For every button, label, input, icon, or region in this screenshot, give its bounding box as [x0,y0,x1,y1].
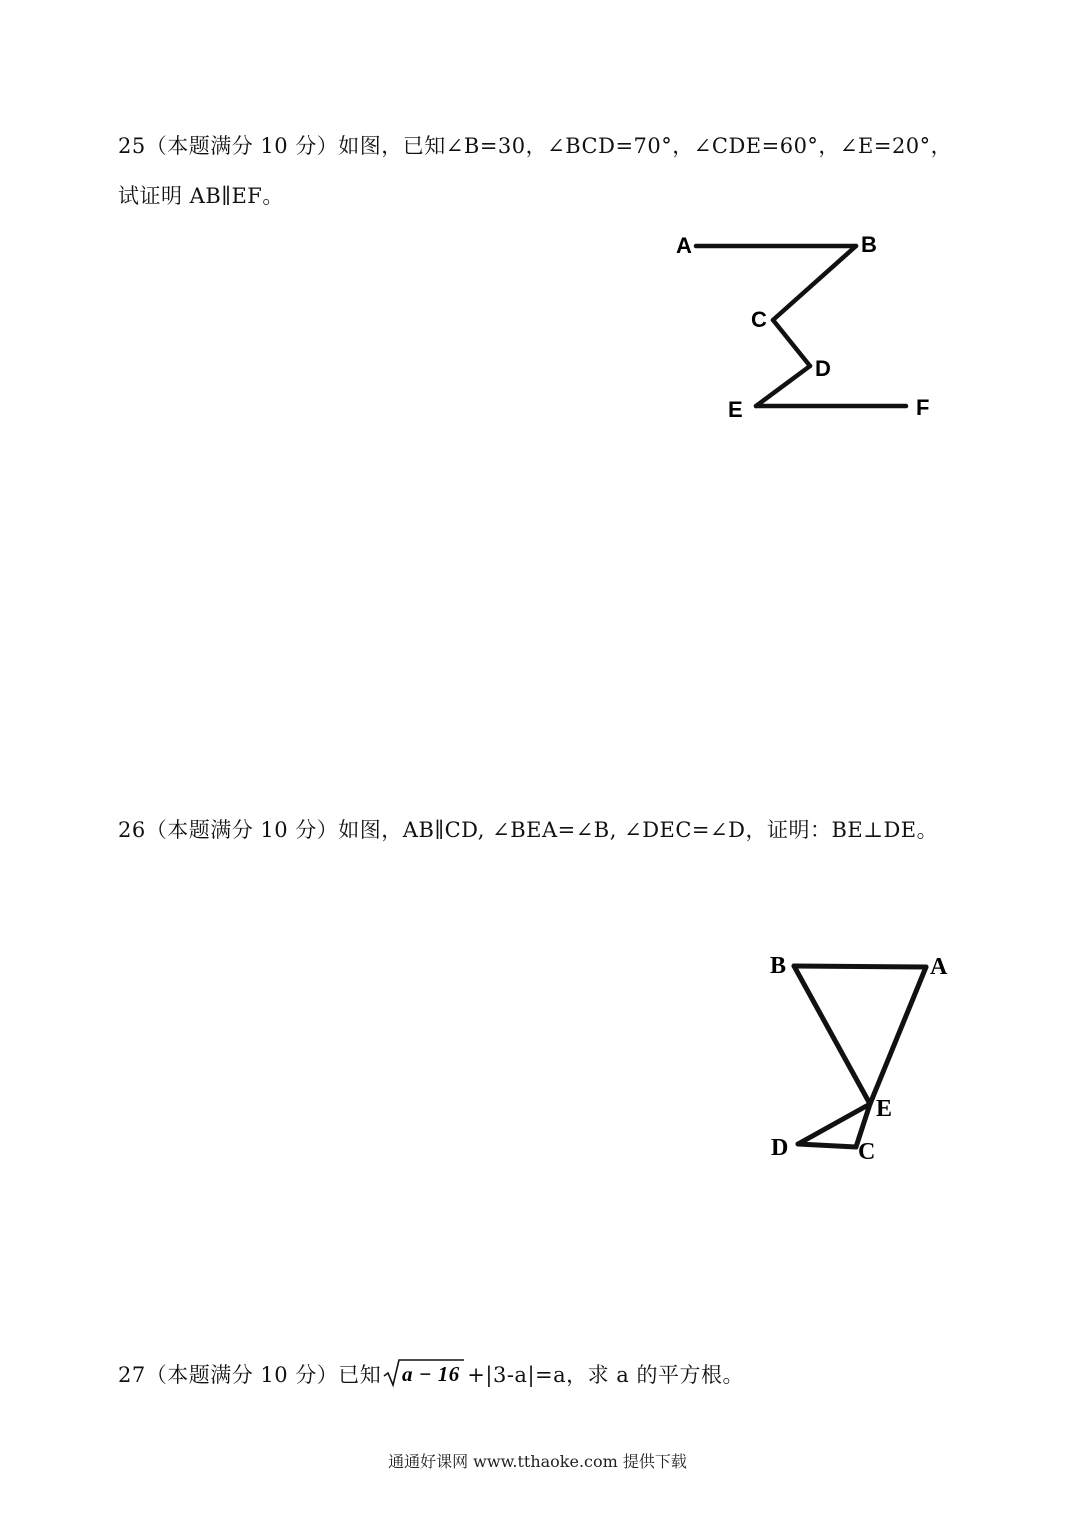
footer-source: 通通好课网 www.tthaoke.com 提供下载 [388,1452,687,1471]
q25-label-f: F [916,395,930,420]
q27-radicand: a − 16 [402,1362,461,1386]
q26-segment-ae [870,967,926,1104]
q25-label-e: E [728,397,743,422]
q25-segment-cd [773,320,810,366]
q26-label-b: B [770,953,787,979]
q26-figure [760,940,970,1170]
q27-text [118,1358,744,1389]
q25-label-c: C [751,307,767,332]
q27-radical [383,1358,465,1388]
q25-label-a: A [676,233,692,258]
q25-text-line2: 试证明 AB∥EF。 [118,184,284,208]
q26-text: 26（本题满分 10 分）如图，AB∥CD, ∠BEA=∠B, ∠DEC=∠D，证明：BE⊥DE。 [118,818,939,842]
q26-segment-ba [794,966,926,967]
q26-segment-be [794,966,870,1104]
q26-segment-dc [798,1144,856,1147]
q26-label-e: E [876,1096,893,1122]
q25-segment-bc [773,246,856,320]
q26-label-a: A [930,954,948,980]
q27-suffix: +|3-a|=a，求 a 的平方根。 [467,1363,745,1387]
q25-label-d: D [815,356,831,381]
q27-prefix: 27（本题满分 10 分）已知 [118,1363,382,1387]
q25-figure [660,220,960,430]
q26-label-c: C [858,1139,876,1165]
q25-label-b: B [861,232,877,257]
q25-text-line1: 25（本题满分 10 分）如图，已知∠B=30，∠BCD=70°，∠CDE=60°，∠E=20°， [118,134,953,158]
q26-label-d: D [771,1135,789,1161]
q25-segment-de [756,366,810,406]
